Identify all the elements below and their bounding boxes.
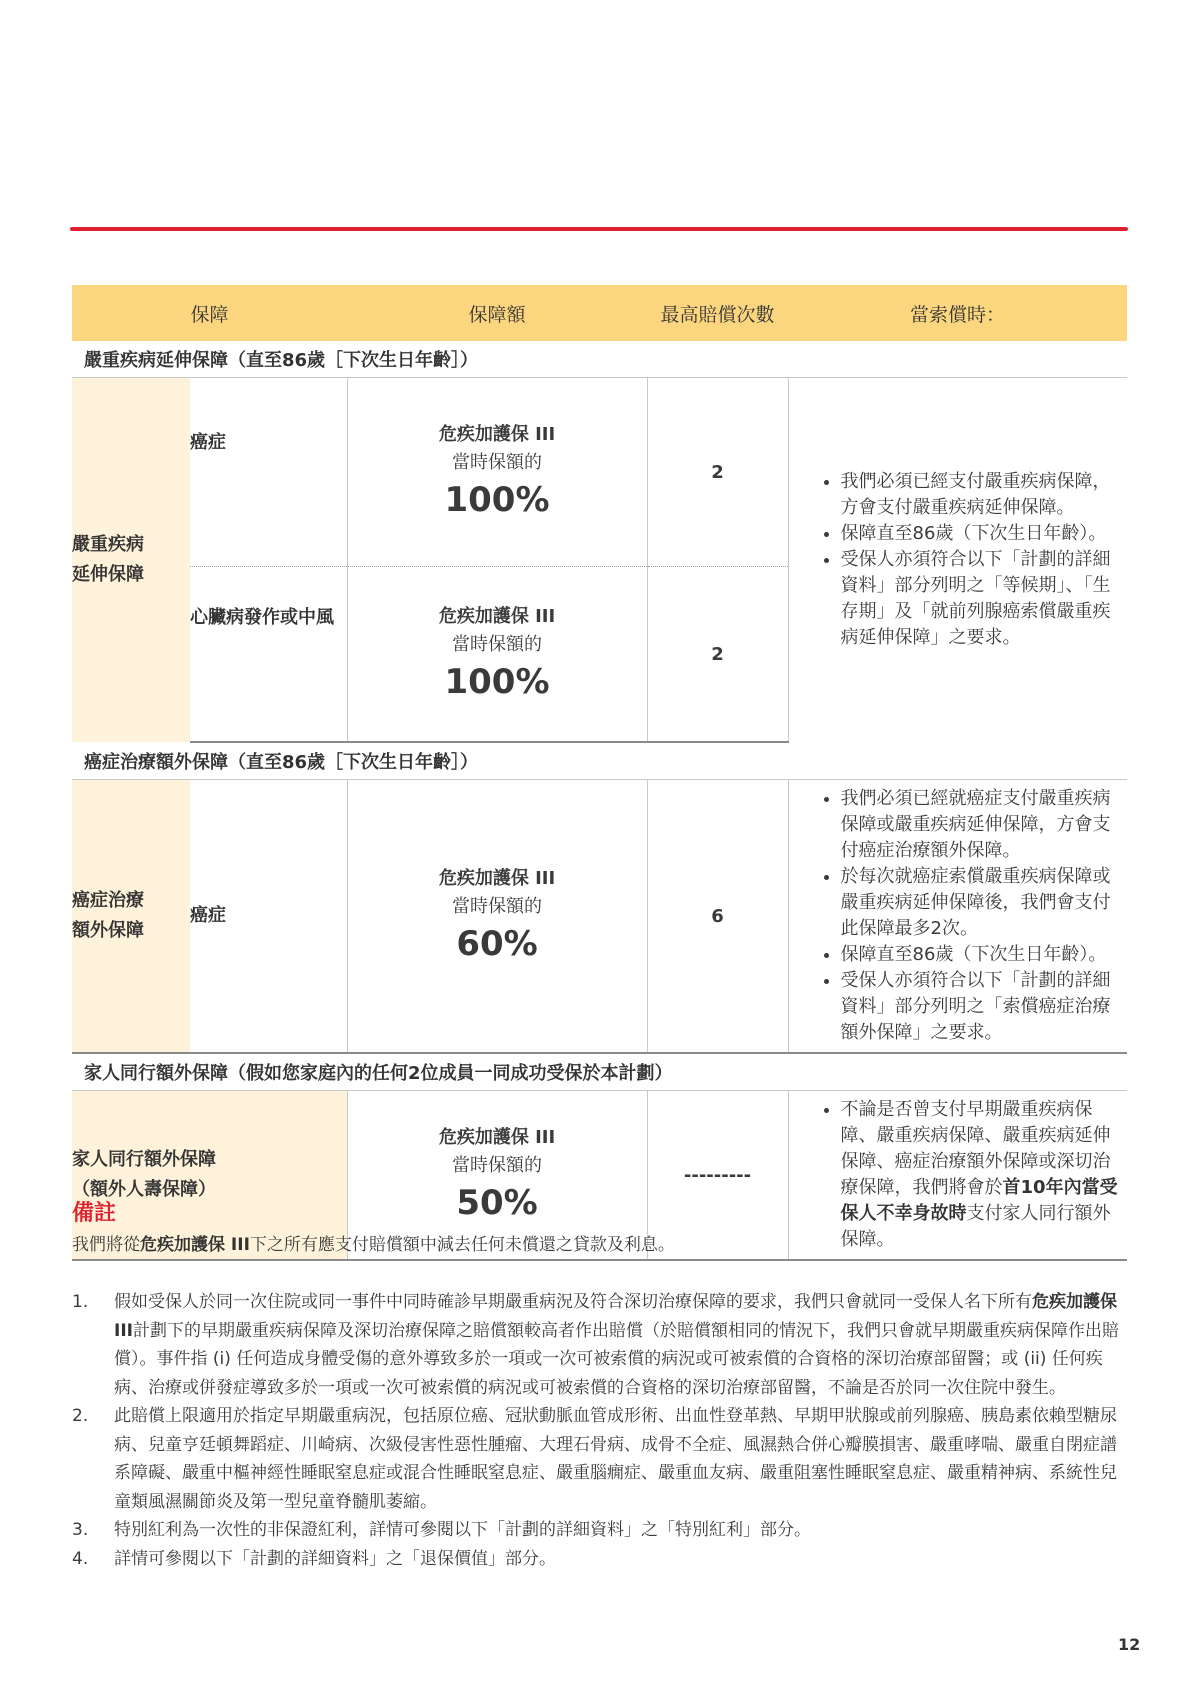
note-plan: 危疾加護保 III: [114, 1292, 1117, 1341]
amount-note: 當時保額的: [452, 1155, 543, 1176]
note-number: 2.: [72, 1406, 89, 1426]
amount-cell: [347, 567, 647, 743]
when-cell: [788, 780, 1127, 1054]
category-cell: [72, 780, 190, 1054]
header-benefit: 保障: [72, 285, 347, 341]
header-max-times: 最高賠償次數: [647, 285, 788, 341]
list-item: [72, 1516, 1132, 1545]
when-list: [789, 1097, 1128, 1253]
condition-cell: 癌症: [190, 780, 347, 1054]
max-times-cell: ---------: [647, 1091, 788, 1261]
list-item: • 受保人亦須符合以下「計劃的詳細資料」部分列明之「等候期」、「生存期」及「就前列腺癌索償嚴重疾病延伸保障」之要求。: [841, 547, 1128, 651]
max-times-cell: 2: [647, 378, 788, 567]
list-item: • 我們必須已經就癌症支付嚴重疾病保障或嚴重疾病延伸保障，方會支付癌症治療額外保障。: [841, 786, 1128, 864]
notes-intro-plan: 危疾加護保 III: [140, 1235, 250, 1255]
amount-percent: 100%: [444, 662, 550, 702]
when-text: 不論是否曾支付早期嚴重疾病保障、嚴重疾病保障、嚴重疾病延伸保障、癌症治療額外保障或深切治療保障，我們將會於: [840, 1099, 1111, 1198]
list-item: • 保障直至86歲（下次生日年齡）。: [841, 942, 1128, 968]
condition-cell: 癌症: [190, 378, 347, 567]
note-text: 特別紅利為一次性的非保證紅利，詳情可參閱以下「計劃的詳細資料」之「特別紅利」部分。: [114, 1520, 811, 1540]
when-cell: [788, 378, 1127, 743]
plan-name: 危疾加護保 III: [438, 606, 556, 627]
amount-note: 當時保額的: [452, 452, 543, 473]
section-title-row: [72, 1053, 1127, 1091]
category-cell: [72, 378, 190, 743]
notes-list: [72, 1288, 1132, 1573]
plan-name: 危疾加護保 III: [438, 868, 556, 889]
amount-cell: [347, 780, 647, 1054]
header-amount: 保障額: [347, 285, 647, 341]
amount-cell: [347, 378, 647, 567]
note-text: 詳情可參閱以下「計劃的詳細資料」之「退保價值」部分。: [114, 1548, 556, 1569]
note-number: 4.: [72, 1548, 89, 1569]
note-number: 3.: [72, 1520, 89, 1540]
category-line: 家人同行額外保障: [72, 1149, 216, 1170]
section-title-row: [72, 341, 1127, 378]
list-item: • 我們必須已經支付嚴重疾病保障，方會支付嚴重疾病延伸保障。: [841, 469, 1128, 521]
note-text: 此賠償上限適用於指定早期嚴重病況，包括原位癌、冠狀動脈血管成形術、出血性登革熱、早期甲狀腺或前列腺癌、胰島素依賴型糖尿病、兒童亨廷頓舞蹈症、川崎病、次級侵害性惡性腫瘤、大理石骨病、成骨不全症、風濕熱合併心瓣膜損害、嚴重哮喘、嚴重自閉症譜系障礙、嚴重中樞神經性睡眠窒息症或混合性睡眠窒息症、嚴重腦癇症、嚴重血友病、嚴重阻塞性睡眠窒息症、嚴重精神病、系統性兒童類風濕關節炎及第一型兒童脊髓肌萎縮。: [114, 1406, 1117, 1512]
list-item: • 於每次就癌症索償嚴重疾病保障或嚴重疾病延伸保障後，我們會支付此保障最多2次。: [841, 864, 1128, 942]
amount-note: 當時保額的: [452, 896, 543, 917]
amount-note: 當時保額的: [452, 634, 543, 655]
category-line: 延伸保障: [72, 564, 144, 585]
notes-intro: [72, 1232, 675, 1258]
list-item: [72, 1402, 1132, 1516]
section-title: 癌症治療額外保障（直至86歲［下次生日年齡］）: [72, 742, 1127, 780]
plan-name: 危疾加護保 III: [438, 1127, 556, 1148]
top-red-rule: [70, 227, 1128, 231]
max-times-cell: 6: [647, 780, 788, 1054]
note-number: 1.: [72, 1292, 89, 1312]
category-line: 額外保障: [72, 920, 144, 941]
when-list: [789, 786, 1128, 1046]
table-header-row: [72, 285, 1127, 341]
when-text: 支付家人同行額外保障。: [840, 1203, 1111, 1250]
list-item: • 保障直至86歲（下次生日年齡）。: [841, 521, 1128, 547]
when-list: [789, 469, 1128, 651]
note-text: 假如受保人於同一次住院或同一事件中同時確診早期嚴重病況及符合深切治療保障的要求，我們只會就同一受保人名下所有: [114, 1292, 1032, 1312]
amount-percent: 100%: [444, 480, 550, 520]
table-row: [72, 378, 1127, 567]
category-line: （額外人壽保障）: [72, 1179, 216, 1200]
amount-percent: 50%: [456, 1183, 538, 1223]
amount-percent: 60%: [456, 924, 538, 964]
plan-name: 危疾加護保 III: [438, 424, 556, 445]
list-item: [72, 1288, 1132, 1402]
notes-intro-text: 下之所有應支付賠償額中減去任何未償還之貸款及利息。: [249, 1235, 675, 1255]
notes-title: 備註: [72, 1201, 117, 1226]
benefits-table: [72, 285, 1127, 1261]
section-title: 家人同行額外保障（假如您家庭內的任何2位成員一同成功受保於本計劃）: [72, 1053, 1127, 1091]
page-number: 12: [1118, 1635, 1141, 1654]
category-line: 嚴重疾病: [72, 534, 144, 555]
list-item: • 受保人亦須符合以下「計劃的詳細資料」部分列明之「索償癌症治療額外保障」之要求。: [841, 968, 1128, 1046]
condition-cell: 心臟病發作或中風: [190, 567, 347, 743]
section-title: 嚴重疾病延伸保障（直至86歲［下次生日年齡］）: [72, 341, 1127, 378]
table-row: [72, 780, 1127, 1054]
header-when-claiming: 當索償時：: [788, 285, 1127, 341]
list-item: [841, 1097, 1128, 1253]
section-title-row: [72, 742, 1127, 780]
list-item: [72, 1545, 1132, 1574]
category-line: 癌症治療: [72, 890, 144, 911]
when-cell: [788, 1091, 1127, 1261]
max-times-cell: 2: [647, 567, 788, 743]
note-text: 計劃下的早期嚴重疾病保障及深切治療保障之賠償額較高者作出賠償（於賠償額相同的情況下，我們只會就早期嚴重疾病保障作出賠償）。事件指 (i) 任何造成身體受傷的意外導致多於一項或一次可被索償的病況或可被索償的合資格的深切治療部留醫；或 (ii) 任何疾病、治療或併發症導致多於一項或一次可被索償的病況或可被索償的合資格的深切治療部留醫，不論是否於同一次住院中發生。: [114, 1320, 1119, 1398]
notes-intro-text: 我們將從: [72, 1235, 140, 1255]
when-emphasis: 首10年內當受保人不幸身故時: [840, 1177, 1118, 1224]
